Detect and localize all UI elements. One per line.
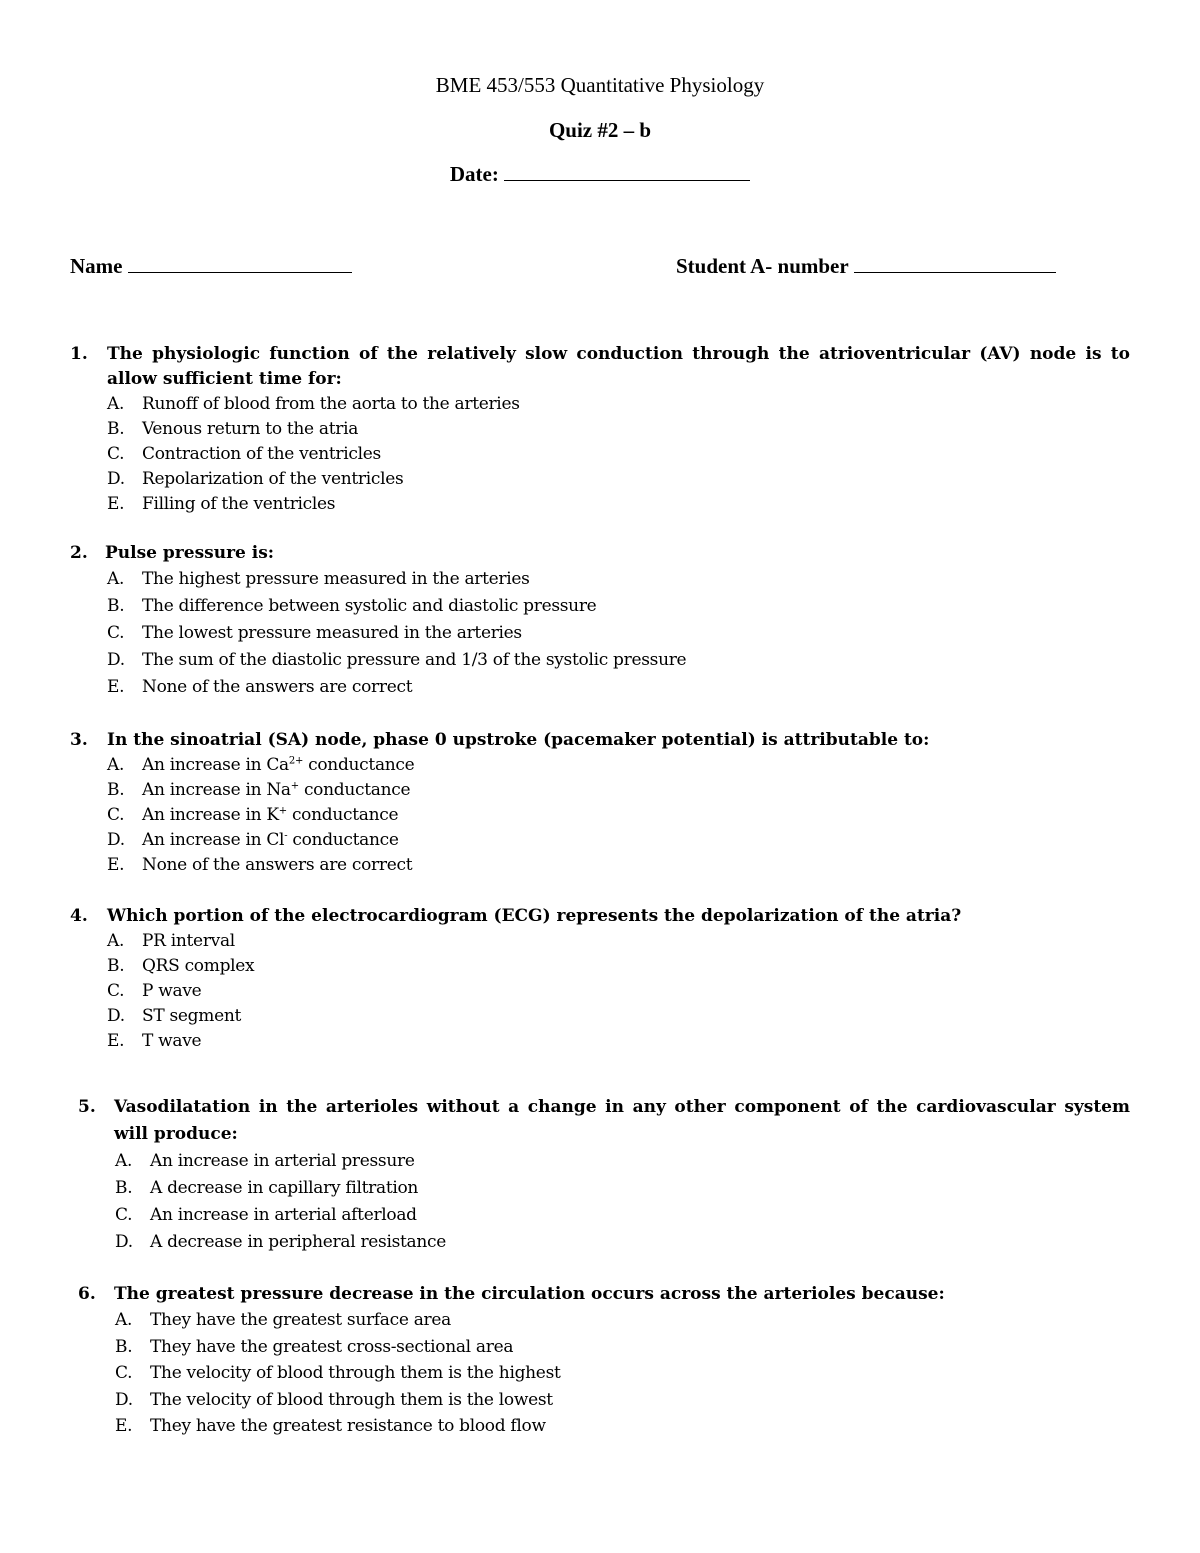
name-label: Name <box>70 254 123 278</box>
option-letter: D. <box>115 1389 133 1410</box>
option-text: Filling of the ventricles <box>142 494 336 514</box>
option-e[interactable] <box>107 1029 1130 1054</box>
option-text: They have the greatest surface area <box>150 1310 451 1330</box>
option-text: ST segment <box>142 1006 242 1026</box>
option-c[interactable] <box>107 979 1130 1004</box>
option-letter: B. <box>107 596 125 616</box>
option-letter: D. <box>107 650 125 670</box>
option-text: The difference between systolic and diastolic pressure <box>142 596 597 616</box>
question-1 <box>70 342 1130 517</box>
option-text: An increase in arterial afterload <box>150 1205 417 1225</box>
option-b[interactable] <box>115 1175 1130 1202</box>
option-text: None of the answers are correct <box>142 677 413 697</box>
question-number: 4. <box>70 906 88 926</box>
option-b[interactable] <box>107 417 1130 442</box>
option-text: They have the greatest resistance to blood flow <box>150 1416 546 1436</box>
option-a[interactable] <box>115 1148 1130 1175</box>
option-letter: C. <box>107 444 125 464</box>
option-text: Repolarization of the ventricles <box>142 469 404 489</box>
option-letter: C. <box>107 805 125 825</box>
question-number: 1. <box>70 344 88 364</box>
option-a[interactable] <box>107 566 1130 593</box>
option-a[interactable] <box>107 392 1130 417</box>
option-list <box>107 753 1130 878</box>
option-text: P wave <box>142 981 202 1001</box>
option-text: The sum of the diastolic pressure and 1/3 of the systolic pressure <box>142 650 687 670</box>
option-e[interactable] <box>107 853 1130 878</box>
question-stem <box>70 342 1130 392</box>
question-3 <box>70 728 1130 878</box>
option-text: T wave <box>142 1031 202 1051</box>
option-text: An increase in Na+ conductance <box>142 780 411 800</box>
question-text: Which portion of the electrocardiogram (ECG) represents the depolarization of the atria? <box>107 906 962 926</box>
question-text: The physiologic function of the relatively slow conduction through the atrioventricular (AV) node is to allow sufficient time for: <box>107 344 1130 389</box>
question-stem <box>70 904 1130 929</box>
option-letter: C. <box>115 1363 133 1383</box>
option-letter: B. <box>107 956 125 976</box>
question-5 <box>78 1094 1130 1256</box>
option-a[interactable] <box>107 753 1130 778</box>
name-field <box>70 254 352 279</box>
option-text: An increase in Cl- conductance <box>142 830 399 850</box>
question-stem <box>78 1094 1130 1148</box>
option-e[interactable] <box>107 492 1130 517</box>
quiz-subtitle: Quiz #2 – b <box>548 118 652 142</box>
option-letter: C. <box>107 623 125 643</box>
option-e[interactable] <box>107 674 1130 701</box>
student-id-field <box>676 254 1056 279</box>
student-id-label: Student A- number <box>676 254 849 278</box>
question-number: 2. <box>70 543 88 563</box>
option-text: An increase in $Ca^{2+}$ conductance <box>142 755 415 775</box>
student-id-blank[interactable] <box>854 256 1056 273</box>
option-letter: A. <box>115 1151 133 1171</box>
option-list <box>107 392 1130 517</box>
option-text: A decrease in capillary filtration <box>150 1178 419 1198</box>
option-letter: B. <box>115 1178 133 1198</box>
option-text: The velocity of blood through them is the highest <box>150 1363 561 1383</box>
option-text: PR interval <box>142 931 235 951</box>
question-text: Pulse pressure is: <box>105 543 275 563</box>
question-6 <box>78 1282 1130 1440</box>
option-a[interactable] <box>107 929 1130 954</box>
option-letter: A. <box>107 755 125 775</box>
option-text: The highest pressure measured in the arteries <box>142 569 530 589</box>
option-d[interactable] <box>107 647 1130 674</box>
question-number: 6. <box>78 1284 96 1304</box>
question-4 <box>70 904 1130 1054</box>
option-list <box>115 1307 1130 1440</box>
option-letter: B. <box>115 1336 133 1357</box>
question-text: In the sinoatrial (SA) node, phase 0 upstroke (pacemaker potential) is attributable to: <box>107 730 930 750</box>
option-d[interactable] <box>107 828 1130 853</box>
option-letter: E. <box>107 1031 125 1051</box>
option-letter: D. <box>107 469 125 489</box>
option-c[interactable] <box>107 442 1130 467</box>
question-stem <box>70 728 1130 753</box>
date-field <box>0 162 1200 187</box>
question-text: Vasodilatation in the arterioles without a change in any other component of the cardiovascular system will produce: <box>114 1097 1130 1144</box>
option-text: Runoff of blood from the aorta to the arteries <box>142 394 520 414</box>
option-d[interactable] <box>115 1229 1130 1256</box>
question-2 <box>70 541 1130 701</box>
option-letter: E. <box>107 494 125 514</box>
option-text: Contraction of the ventricles <box>142 444 381 464</box>
option-d[interactable] <box>107 467 1130 492</box>
option-text: An increase in K+ conductance <box>142 805 399 825</box>
option-b[interactable] <box>107 778 1130 803</box>
option-letter: B. <box>107 419 125 439</box>
document-title: BME 453/553 Quantitative Physiology <box>435 73 765 97</box>
option-c[interactable] <box>115 1360 1130 1387</box>
option-b[interactable] <box>107 954 1130 979</box>
option-text: They have the greatest cross-sectional area <box>150 1336 514 1357</box>
date-blank[interactable] <box>504 164 750 181</box>
option-letter: D. <box>107 1006 125 1026</box>
option-text: Venous return to the atria <box>142 419 359 439</box>
option-letter: A. <box>107 569 125 589</box>
option-letter: B. <box>107 780 125 800</box>
option-text: QRS complex <box>142 956 255 976</box>
option-b[interactable] <box>107 593 1130 620</box>
option-letter: C. <box>107 981 125 1001</box>
option-list <box>107 566 1130 701</box>
option-text: None of the answers are correct <box>142 855 413 875</box>
option-letter: D. <box>115 1232 133 1252</box>
option-letter: C. <box>115 1205 133 1225</box>
option-b[interactable] <box>115 1334 1130 1361</box>
question-stem <box>70 541 1130 566</box>
name-blank[interactable] <box>128 256 352 273</box>
option-letter: E. <box>115 1416 133 1436</box>
option-text: An increase in arterial pressure <box>150 1151 415 1171</box>
option-letter: E. <box>107 677 125 697</box>
question-number: 5. <box>78 1097 96 1117</box>
question-text: The greatest pressure decrease in the circulation occurs across the arterioles because: <box>114 1284 945 1304</box>
option-c[interactable] <box>115 1202 1130 1229</box>
option-text: The velocity of blood through them is the lowest <box>150 1389 553 1410</box>
option-letter: A. <box>107 931 125 951</box>
question-stem <box>78 1282 1130 1307</box>
option-d[interactable] <box>107 1004 1130 1029</box>
option-text: A decrease in peripheral resistance <box>150 1232 447 1252</box>
option-text: The lowest pressure measured in the arteries <box>142 623 522 643</box>
option-list <box>115 1148 1130 1256</box>
option-c[interactable] <box>107 803 1130 828</box>
option-letter: A. <box>115 1310 133 1330</box>
option-d[interactable] <box>115 1387 1130 1414</box>
option-c[interactable] <box>107 620 1130 647</box>
date-label: Date: <box>449 162 499 186</box>
option-e[interactable] <box>115 1413 1130 1440</box>
option-letter: D. <box>107 830 125 850</box>
question-number: 3. <box>70 730 88 750</box>
option-list <box>107 929 1130 1054</box>
option-letter: E. <box>107 855 125 875</box>
option-a[interactable] <box>115 1307 1130 1334</box>
option-letter: A. <box>107 394 125 414</box>
